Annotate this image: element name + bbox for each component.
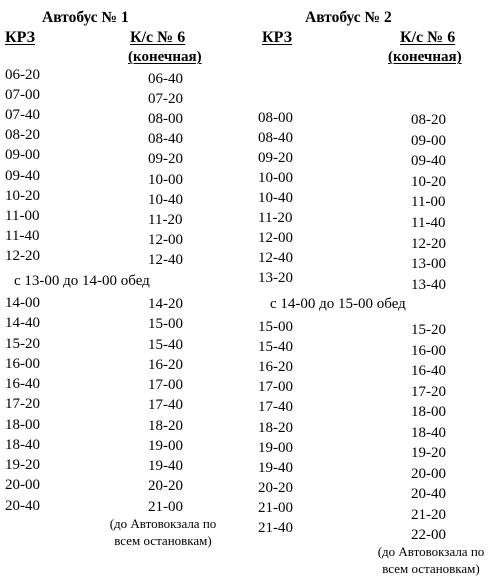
bus1-krz-time: 14-00	[5, 295, 40, 311]
bus2-ks6-time: 11-40	[411, 215, 446, 231]
bus2-ks6-time: 09-40	[411, 153, 446, 169]
bus1-ks6-time: 14-20	[148, 296, 183, 312]
bus2-krz-time: 20-20	[258, 480, 293, 496]
bus1-krz-time: 14-40	[5, 315, 40, 331]
bus2-krz-time: 19-00	[258, 440, 293, 456]
bus2-terminal-subheader: (конечная)	[388, 49, 462, 65]
bus2-krz-time: 17-40	[258, 399, 293, 415]
bus1-footnote	[92, 515, 234, 549]
bus2-footnote-line2: всем остановкам)	[382, 561, 480, 576]
bus1-lunch-note: с 13-00 до 14-00 обед	[14, 273, 150, 289]
bus2-krz-time: 21-00	[258, 500, 293, 516]
bus2-ks6-time: 13-40	[411, 277, 446, 293]
bus1-ks6-time: 15-00	[148, 316, 183, 332]
bus2-krz-time: 13-20	[258, 270, 293, 286]
bus2-krz-time: 12-40	[258, 250, 293, 266]
bus1-krz-time: 18-00	[5, 417, 40, 433]
bus2-ks6-time: 21-20	[411, 507, 446, 523]
bus2-krz-time: 08-00	[258, 110, 293, 126]
bus2-ks6-time: 11-00	[411, 194, 446, 210]
bus1-krz-time: 16-40	[5, 376, 40, 392]
bus1-ks6-time: 19-00	[148, 438, 183, 454]
bus2-ks6-time: 08-20	[411, 112, 446, 128]
bus1-krz-time: 19-20	[5, 457, 40, 473]
bus1-footnote-line1: (до Автовокзала по	[109, 516, 217, 531]
bus2-krz-time: 17-00	[258, 379, 293, 395]
bus2-ks6-time: 13-00	[411, 256, 446, 272]
bus1-krz-time: 17-20	[5, 396, 40, 412]
bus1-krz-time: 09-00	[5, 147, 40, 163]
bus1-krz-time: 18-40	[5, 437, 40, 453]
bus2-ks6-time: 20-40	[411, 486, 446, 502]
bus1-ks6-time: 12-40	[148, 252, 183, 268]
bus1-krz-time: 08-20	[5, 127, 40, 143]
bus2-krz-time: 11-20	[258, 210, 293, 226]
bus1-ks6-time: 20-20	[148, 478, 183, 494]
bus1-ks6-header: К/с № 6	[130, 29, 186, 46]
bus2-ks6-time: 17-20	[411, 384, 446, 400]
bus1-krz-time: 07-40	[5, 107, 40, 123]
bus1-footnote-line2: всем остановкам)	[114, 533, 212, 548]
bus1-terminal-subheader: (конечная)	[128, 49, 202, 65]
bus1-ks6-time: 07-20	[148, 91, 183, 107]
bus2-krz-time: 08-40	[258, 130, 293, 146]
bus1-krz-time: 16-00	[5, 356, 40, 372]
bus1-ks6-time: 09-20	[148, 151, 183, 167]
bus1-ks6-time: 17-40	[148, 397, 183, 413]
bus1-krz-time: 11-00	[5, 208, 40, 224]
bus1-ks6-time: 10-40	[148, 192, 183, 208]
bus2-footnote-line1: (до Автовокзала по	[377, 544, 485, 559]
bus2-krz-time: 19-40	[258, 460, 293, 476]
bus1-title: Автобус № 1	[42, 9, 129, 26]
bus1-ks6-time: 21-00	[148, 499, 183, 515]
bus2-krz-header: КРЗ	[262, 29, 293, 46]
bus2-krz-time: 10-40	[258, 190, 293, 206]
bus2-krz-time: 10-00	[258, 170, 293, 186]
bus1-krz-header: КРЗ	[5, 29, 36, 46]
bus1-krz-time: 11-40	[5, 228, 40, 244]
bus1-ks6-time: 11-20	[148, 212, 183, 228]
bus1-ks6-time: 06-40	[148, 71, 183, 87]
bus2-ks6-time: 09-00	[411, 133, 446, 149]
bus2-krz-time: 12-00	[258, 230, 293, 246]
bus1-krz-time: 10-20	[5, 188, 40, 204]
bus1-krz-time: 07-00	[5, 87, 40, 103]
bus2-ks6-time: 15-20	[411, 322, 446, 338]
bus1-krz-time: 15-20	[5, 336, 40, 352]
bus2-ks6-time: 18-00	[411, 404, 446, 420]
bus1-ks6-time: 08-40	[148, 131, 183, 147]
bus2-lunch-note: с 14-00 до 15-00 обед	[270, 296, 406, 312]
bus2-ks6-time: 19-20	[411, 445, 446, 461]
bus1-krz-time: 20-00	[5, 477, 40, 493]
bus2-ks6-time: 10-20	[411, 174, 446, 190]
bus1-ks6-time: 16-20	[148, 357, 183, 373]
bus1-ks6-time: 15-40	[148, 337, 183, 353]
bus2-ks6-time: 18-40	[411, 425, 446, 441]
bus2-krz-time: 18-20	[258, 420, 293, 436]
bus2-krz-time: 09-20	[258, 150, 293, 166]
bus2-ks6-time: 16-00	[411, 343, 446, 359]
bus2-ks6-time: 16-40	[411, 363, 446, 379]
bus2-ks6-header: К/с № 6	[400, 29, 456, 46]
bus2-ks6-time: 20-00	[411, 466, 446, 482]
bus1-ks6-time: 19-40	[148, 458, 183, 474]
bus2-ks6-time: 12-20	[411, 236, 446, 252]
bus1-ks6-time: 17-00	[148, 377, 183, 393]
bus2-title: Автобус № 2	[305, 9, 392, 26]
bus1-ks6-time: 08-00	[148, 111, 183, 127]
bus2-ks6-time: 22-00	[411, 527, 446, 543]
bus2-krz-time: 15-40	[258, 339, 293, 355]
bus1-krz-time: 06-20	[5, 67, 40, 83]
bus2-krz-time: 21-40	[258, 520, 293, 536]
bus2-krz-time: 15-00	[258, 319, 293, 335]
bus1-krz-time: 12-20	[5, 248, 40, 264]
bus1-krz-time: 20-40	[5, 498, 40, 514]
bus1-ks6-time: 18-20	[148, 418, 183, 434]
bus2-footnote	[362, 543, 500, 577]
bus1-ks6-time: 10-00	[148, 172, 183, 188]
bus1-krz-time: 09-40	[5, 168, 40, 184]
bus2-krz-time: 16-20	[258, 359, 293, 375]
bus1-ks6-time: 12-00	[148, 232, 183, 248]
